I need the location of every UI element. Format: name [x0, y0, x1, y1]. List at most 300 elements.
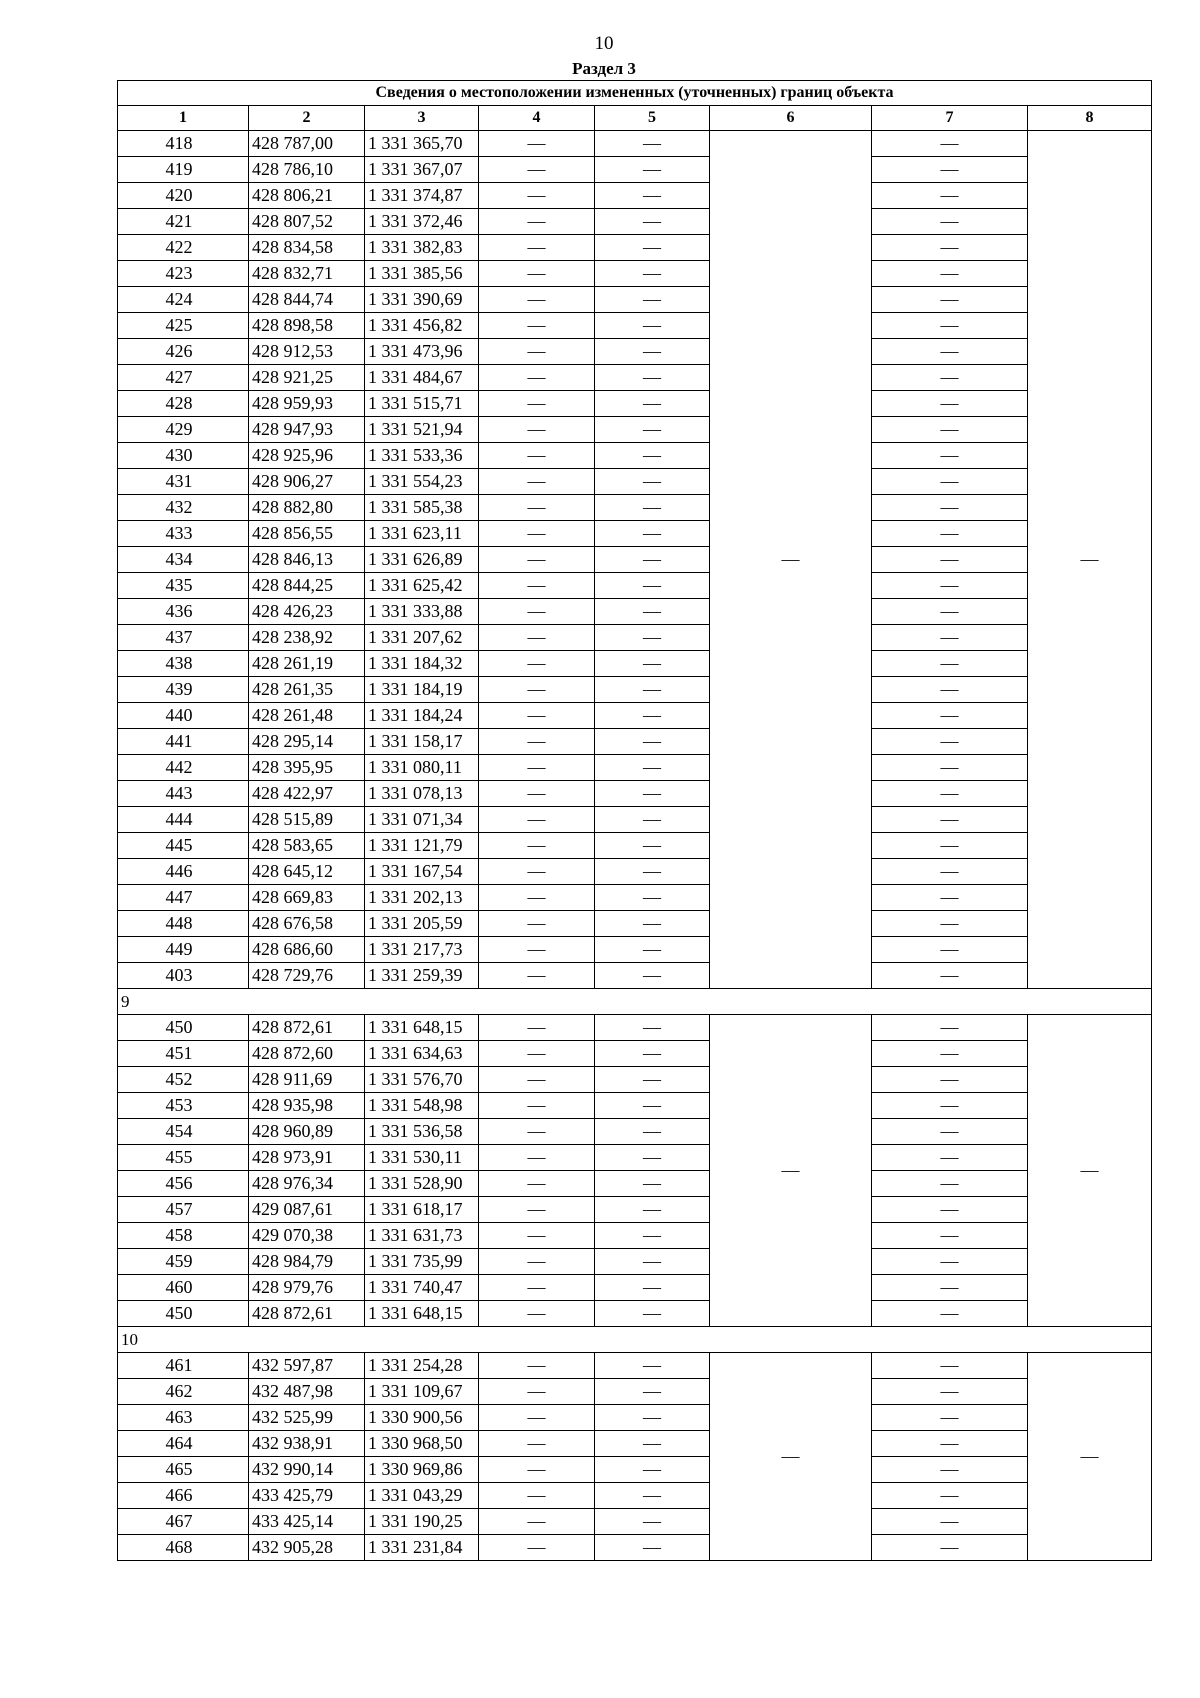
col5-dash: —	[595, 833, 710, 859]
coord-y: 1 331 634,63	[365, 1041, 479, 1067]
col4-dash: —	[479, 1223, 595, 1249]
coord-y: 1 331 648,15	[365, 1301, 479, 1327]
coord-y: 1 331 254,28	[365, 1353, 479, 1379]
col5-dash: —	[595, 1301, 710, 1327]
point-number: 419	[118, 157, 249, 183]
coord-y: 1 331 626,89	[365, 547, 479, 573]
col7-dash: —	[872, 261, 1028, 287]
coord-x: 428 856,55	[249, 521, 365, 547]
col7-dash: —	[872, 677, 1028, 703]
table-row	[118, 1509, 1152, 1535]
point-number: 447	[118, 885, 249, 911]
coord-y: 1 331 259,39	[365, 963, 479, 989]
col5-dash: —	[595, 651, 710, 677]
col7-dash: —	[872, 833, 1028, 859]
col5-dash: —	[595, 235, 710, 261]
page-number: 10	[594, 33, 614, 54]
coord-x: 428 872,61	[249, 1301, 365, 1327]
point-number: 403	[118, 963, 249, 989]
table-row	[118, 1145, 1152, 1171]
coord-x: 428 645,12	[249, 859, 365, 885]
coord-y: 1 331 071,34	[365, 807, 479, 833]
col4-dash: —	[479, 963, 595, 989]
col4-dash: —	[479, 677, 595, 703]
coord-y: 1 331 372,46	[365, 209, 479, 235]
coord-y: 1 331 167,54	[365, 859, 479, 885]
col7-dash: —	[872, 963, 1028, 989]
point-number: 421	[118, 209, 249, 235]
col7-dash: —	[872, 937, 1028, 963]
table-row	[118, 807, 1152, 833]
col5-dash: —	[595, 287, 710, 313]
col7-dash: —	[872, 235, 1028, 261]
col4-dash: —	[479, 417, 595, 443]
table-row	[118, 781, 1152, 807]
col5-dash: —	[595, 1405, 710, 1431]
coord-y: 1 331 484,67	[365, 365, 479, 391]
point-number: 423	[118, 261, 249, 287]
col5-dash: —	[595, 1119, 710, 1145]
coord-y: 1 330 969,86	[365, 1457, 479, 1483]
table-row	[118, 1431, 1152, 1457]
point-number: 430	[118, 443, 249, 469]
coord-y: 1 331 530,11	[365, 1145, 479, 1171]
table-row	[118, 1301, 1152, 1327]
table-row	[118, 859, 1152, 885]
col7-dash: —	[872, 781, 1028, 807]
coord-x: 429 087,61	[249, 1197, 365, 1223]
table-row	[118, 1067, 1152, 1093]
coord-x: 432 487,98	[249, 1379, 365, 1405]
point-number: 440	[118, 703, 249, 729]
coord-x: 428 295,14	[249, 729, 365, 755]
col7-dash: —	[872, 1119, 1028, 1145]
table-row	[118, 937, 1152, 963]
coord-y: 1 331 515,71	[365, 391, 479, 417]
col5-dash: —	[595, 1041, 710, 1067]
coord-y: 1 331 576,70	[365, 1067, 479, 1093]
col5-dash: —	[595, 755, 710, 781]
coord-x: 428 925,96	[249, 443, 365, 469]
col4-dash: —	[479, 885, 595, 911]
col4-dash: —	[479, 365, 595, 391]
col7-dash: —	[872, 755, 1028, 781]
col7-dash: —	[872, 1067, 1028, 1093]
point-number: 468	[118, 1535, 249, 1561]
col7-dash: —	[872, 131, 1028, 157]
point-number: 424	[118, 287, 249, 313]
col7-dash: —	[872, 443, 1028, 469]
col4-dash: —	[479, 833, 595, 859]
col4-dash: —	[479, 1249, 595, 1275]
col5-dash: —	[595, 365, 710, 391]
point-number: 465	[118, 1457, 249, 1483]
col5-dash: —	[595, 729, 710, 755]
col4-dash: —	[479, 521, 595, 547]
coord-x: 428 422,97	[249, 781, 365, 807]
column-header-7: 7	[872, 106, 1028, 131]
coord-y: 1 330 968,50	[365, 1431, 479, 1457]
coord-y: 1 331 043,29	[365, 1483, 479, 1509]
coord-y: 1 331 109,67	[365, 1379, 479, 1405]
col4-dash: —	[479, 651, 595, 677]
col7-dash: —	[872, 859, 1028, 885]
coord-x: 428 872,61	[249, 1015, 365, 1041]
column-header-3: 3	[365, 106, 479, 131]
col4-dash: —	[479, 261, 595, 287]
col5-dash: —	[595, 1509, 710, 1535]
col5-dash: —	[595, 209, 710, 235]
col5-dash: —	[595, 183, 710, 209]
col4-dash: —	[479, 1197, 595, 1223]
coord-y: 1 331 533,36	[365, 443, 479, 469]
table-row	[118, 1223, 1152, 1249]
col5-dash: —	[595, 573, 710, 599]
col5-dash: —	[595, 885, 710, 911]
coord-x: 428 984,79	[249, 1249, 365, 1275]
coord-y: 1 331 080,11	[365, 755, 479, 781]
col4-dash: —	[479, 625, 595, 651]
col7-dash: —	[872, 417, 1028, 443]
coord-y: 1 331 536,58	[365, 1119, 479, 1145]
table-row	[118, 1483, 1152, 1509]
col5-dash: —	[595, 547, 710, 573]
table-row	[118, 911, 1152, 937]
table-row	[118, 729, 1152, 755]
coord-x: 428 806,21	[249, 183, 365, 209]
coord-y: 1 331 623,11	[365, 521, 479, 547]
col5-dash: —	[595, 1171, 710, 1197]
col4-dash: —	[479, 729, 595, 755]
column-header-6: 6	[710, 106, 872, 131]
col7-dash: —	[872, 911, 1028, 937]
coord-x: 428 872,60	[249, 1041, 365, 1067]
point-number: 418	[118, 131, 249, 157]
col4-dash: —	[479, 573, 595, 599]
table-row	[118, 1353, 1152, 1379]
table-row	[118, 885, 1152, 911]
col7-dash: —	[872, 1509, 1028, 1535]
col4-dash: —	[479, 1353, 595, 1379]
table-row	[118, 833, 1152, 859]
col5-dash: —	[595, 443, 710, 469]
col7-dash: —	[872, 183, 1028, 209]
col7-dash: —	[872, 547, 1028, 573]
col5-dash: —	[595, 781, 710, 807]
point-number: 446	[118, 859, 249, 885]
col4-dash: —	[479, 391, 595, 417]
table-row	[118, 235, 1152, 261]
table-row	[118, 1119, 1152, 1145]
table-row	[118, 469, 1152, 495]
col7-dash: —	[872, 1275, 1028, 1301]
coord-y: 1 331 202,13	[365, 885, 479, 911]
coord-x: 428 834,58	[249, 235, 365, 261]
col7-dash: —	[872, 1353, 1028, 1379]
col5-dash: —	[595, 131, 710, 157]
point-number: 445	[118, 833, 249, 859]
coord-x: 428 844,74	[249, 287, 365, 313]
coord-x: 428 912,53	[249, 339, 365, 365]
col4-dash: —	[479, 1379, 595, 1405]
col7-dash: —	[872, 1301, 1028, 1327]
coord-x: 428 787,00	[249, 131, 365, 157]
coord-x: 428 947,93	[249, 417, 365, 443]
coord-y: 1 331 217,73	[365, 937, 479, 963]
table-row	[118, 963, 1152, 989]
col5-dash: —	[595, 157, 710, 183]
col7-dash: —	[872, 495, 1028, 521]
point-number: 443	[118, 781, 249, 807]
col7-dash: —	[872, 599, 1028, 625]
col5-dash: —	[595, 1353, 710, 1379]
col5-dash: —	[595, 677, 710, 703]
col4-dash: —	[479, 1301, 595, 1327]
col4-dash: —	[479, 1041, 595, 1067]
table-row	[118, 313, 1152, 339]
point-number: 442	[118, 755, 249, 781]
coord-y: 1 331 382,83	[365, 235, 479, 261]
col7-dash: —	[872, 1431, 1028, 1457]
col4-dash: —	[479, 937, 595, 963]
col5-dash: —	[595, 911, 710, 937]
section-title: Раздел 3	[572, 59, 636, 78]
point-number: 466	[118, 1483, 249, 1509]
column-header-1: 1	[118, 106, 249, 131]
coord-x: 428 807,52	[249, 209, 365, 235]
coord-y: 1 331 231,84	[365, 1535, 479, 1561]
coord-x: 428 238,92	[249, 625, 365, 651]
coord-x: 428 979,76	[249, 1275, 365, 1301]
coord-x: 428 515,89	[249, 807, 365, 833]
col5-dash: —	[595, 1483, 710, 1509]
coord-x: 428 898,58	[249, 313, 365, 339]
col7-dash: —	[872, 339, 1028, 365]
col5-dash: —	[595, 1197, 710, 1223]
table-row	[118, 755, 1152, 781]
col5-dash: —	[595, 1223, 710, 1249]
coord-x: 428 426,23	[249, 599, 365, 625]
col6-dash-merged: —	[710, 1353, 872, 1561]
column-header-4: 4	[479, 106, 595, 131]
col8-dash-merged: —	[1028, 1353, 1152, 1561]
col5-dash: —	[595, 807, 710, 833]
col5-dash: —	[595, 417, 710, 443]
coord-x: 428 832,71	[249, 261, 365, 287]
table-row	[118, 287, 1152, 313]
coord-x: 432 905,28	[249, 1535, 365, 1561]
col7-dash: —	[872, 1535, 1028, 1561]
col8-dash-merged: —	[1028, 131, 1152, 989]
coord-x: 428 882,80	[249, 495, 365, 521]
col5-dash: —	[595, 391, 710, 417]
point-number: 450	[118, 1301, 249, 1327]
coord-y: 1 331 618,17	[365, 1197, 479, 1223]
coord-x: 428 669,83	[249, 885, 365, 911]
coord-y: 1 331 205,59	[365, 911, 479, 937]
point-number: 433	[118, 521, 249, 547]
col5-dash: —	[595, 625, 710, 651]
coord-y: 1 331 735,99	[365, 1249, 479, 1275]
col5-dash: —	[595, 1015, 710, 1041]
col4-dash: —	[479, 313, 595, 339]
coord-y: 1 331 521,94	[365, 417, 479, 443]
col4-dash: —	[479, 1483, 595, 1509]
coord-y: 1 331 648,15	[365, 1015, 479, 1041]
coord-y: 1 331 367,07	[365, 157, 479, 183]
table-row	[118, 599, 1152, 625]
col7-dash: —	[872, 1483, 1028, 1509]
group-row	[118, 989, 1152, 1015]
table-row	[118, 417, 1152, 443]
point-number: 434	[118, 547, 249, 573]
col5-dash: —	[595, 1535, 710, 1561]
col7-dash: —	[872, 521, 1028, 547]
col5-dash: —	[595, 261, 710, 287]
col7-dash: —	[872, 287, 1028, 313]
point-number: 459	[118, 1249, 249, 1275]
table-row	[118, 183, 1152, 209]
point-number: 451	[118, 1041, 249, 1067]
coord-x: 428 583,65	[249, 833, 365, 859]
col5-dash: —	[595, 313, 710, 339]
col7-dash: —	[872, 391, 1028, 417]
point-number: 437	[118, 625, 249, 651]
point-number: 420	[118, 183, 249, 209]
col4-dash: —	[479, 1509, 595, 1535]
point-number: 438	[118, 651, 249, 677]
col4-dash: —	[479, 911, 595, 937]
coord-x: 428 911,69	[249, 1067, 365, 1093]
col5-dash: —	[595, 1145, 710, 1171]
col4-dash: —	[479, 547, 595, 573]
coord-y: 1 331 184,32	[365, 651, 479, 677]
point-number: 427	[118, 365, 249, 391]
coord-x: 428 973,91	[249, 1145, 365, 1171]
col7-dash: —	[872, 807, 1028, 833]
group-label: 9	[118, 989, 1152, 1015]
boundary-coordinates-table	[117, 80, 1152, 1561]
col5-dash: —	[595, 1093, 710, 1119]
coord-x: 428 395,95	[249, 755, 365, 781]
table-row	[118, 703, 1152, 729]
col4-dash: —	[479, 1119, 595, 1145]
col4-dash: —	[479, 235, 595, 261]
table-row	[118, 443, 1152, 469]
coord-y: 1 331 554,23	[365, 469, 479, 495]
coord-x: 428 729,76	[249, 963, 365, 989]
col5-dash: —	[595, 703, 710, 729]
coord-y: 1 331 625,42	[365, 573, 479, 599]
col4-dash: —	[479, 1275, 595, 1301]
col5-dash: —	[595, 937, 710, 963]
col4-dash: —	[479, 1145, 595, 1171]
coord-x: 428 786,10	[249, 157, 365, 183]
table-row	[118, 1457, 1152, 1483]
coord-x: 433 425,14	[249, 1509, 365, 1535]
table-row	[118, 339, 1152, 365]
col8-dash-merged: —	[1028, 1015, 1152, 1327]
coord-y: 1 331 158,17	[365, 729, 479, 755]
col4-dash: —	[479, 339, 595, 365]
col7-dash: —	[872, 1197, 1028, 1223]
col5-dash: —	[595, 963, 710, 989]
col4-dash: —	[479, 157, 595, 183]
col4-dash: —	[479, 1457, 595, 1483]
coord-x: 428 261,19	[249, 651, 365, 677]
coord-y: 1 331 548,98	[365, 1093, 479, 1119]
point-number: 462	[118, 1379, 249, 1405]
col4-dash: —	[479, 131, 595, 157]
point-number: 456	[118, 1171, 249, 1197]
col7-dash: —	[872, 209, 1028, 235]
col4-dash: —	[479, 287, 595, 313]
col4-dash: —	[479, 859, 595, 885]
col4-dash: —	[479, 183, 595, 209]
col7-dash: —	[872, 1249, 1028, 1275]
col4-dash: —	[479, 1093, 595, 1119]
point-number: 426	[118, 339, 249, 365]
col7-dash: —	[872, 885, 1028, 911]
coord-x: 428 976,34	[249, 1171, 365, 1197]
point-number: 441	[118, 729, 249, 755]
point-number: 467	[118, 1509, 249, 1535]
coord-y: 1 331 473,96	[365, 339, 479, 365]
coord-x: 432 525,99	[249, 1405, 365, 1431]
col5-dash: —	[595, 1067, 710, 1093]
col4-dash: —	[479, 1015, 595, 1041]
col7-dash: —	[872, 1041, 1028, 1067]
coord-y: 1 330 900,56	[365, 1405, 479, 1431]
coord-x: 428 261,35	[249, 677, 365, 703]
col5-dash: —	[595, 521, 710, 547]
coord-y: 1 331 078,13	[365, 781, 479, 807]
col4-dash: —	[479, 807, 595, 833]
table-row	[118, 677, 1152, 703]
coord-y: 1 331 631,73	[365, 1223, 479, 1249]
table-row	[118, 391, 1152, 417]
col7-dash: —	[872, 729, 1028, 755]
table-row	[118, 625, 1152, 651]
point-number: 422	[118, 235, 249, 261]
coord-y: 1 331 374,87	[365, 183, 479, 209]
col5-dash: —	[595, 339, 710, 365]
group-row	[118, 1327, 1152, 1353]
point-number: 461	[118, 1353, 249, 1379]
coord-y: 1 331 385,56	[365, 261, 479, 287]
point-number: 460	[118, 1275, 249, 1301]
column-header-8: 8	[1028, 106, 1152, 131]
col4-dash: —	[479, 209, 595, 235]
col4-dash: —	[479, 495, 595, 521]
col4-dash: —	[479, 469, 595, 495]
coord-x: 432 938,91	[249, 1431, 365, 1457]
col5-dash: —	[595, 1379, 710, 1405]
table-row	[118, 651, 1152, 677]
coord-y: 1 331 390,69	[365, 287, 479, 313]
table-row	[118, 1379, 1152, 1405]
point-number: 458	[118, 1223, 249, 1249]
point-number: 450	[118, 1015, 249, 1041]
col4-dash: —	[479, 599, 595, 625]
point-number: 449	[118, 937, 249, 963]
coord-x: 433 425,79	[249, 1483, 365, 1509]
col7-dash: —	[872, 703, 1028, 729]
col7-dash: —	[872, 625, 1028, 651]
coord-y: 1 331 184,19	[365, 677, 479, 703]
col4-dash: —	[479, 443, 595, 469]
table-row	[118, 1405, 1152, 1431]
